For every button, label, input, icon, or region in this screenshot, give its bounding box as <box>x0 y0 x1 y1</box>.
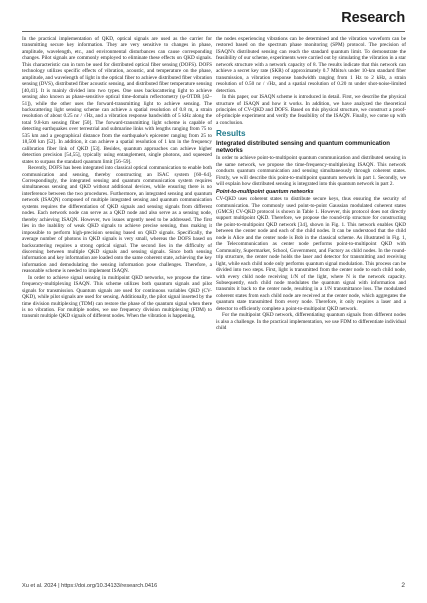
header-rule <box>22 31 405 32</box>
subsubsection-heading: Point-to-multipoint quantum networks <box>216 189 314 196</box>
paragraph: CV-QKD uses coherent states to distribute secure keys, thus ensuring the security of communication. The commonly used point-to-point Gaussian modulated coherent states (GMCS) CV-QKD protocol is shown in Table 1. However, this protocol does not directly support multipoint QKD. Therefore, we propose the round-trip structure for constructing the point-to-multipoint QKD network [34], shown in Fig. 1. This network enables QKD between the center node and each of the child nodes. It can be understood that the child node is Alice and the center node is Bob in the classical scheme. As illustrated in Fig. 1, the Telecommunication as center node performs point-to-multipoint QKD with Community, Supermarket, School, Government, and Factory as child nodes. In the round-trip structure, the center node holds the laser and detector for transmitting and receiving light, while each child node only performs quantum signal modulation. This process can be divided into two steps. First, light is transmitted from the center node to each child node, with every child node receiving 1/N of the light, where N is the network capacity. Subsequently, each child node modulates the quantum signal with information and transmits it back to the center node, resulting in a 1/N transmittance loss. The modulated coherent states from each child node are received at the center node, which aggregates the quantum state transmitted from every node. Therefore, it only requires a laser and a detector to efficiently complete a point-to-multipoint QKD network. <box>216 196 406 312</box>
footer-citation: Xu et al. 2024 | https://doi.org/10.34133/research.0416 <box>22 583 158 589</box>
section-heading: Results <box>216 128 246 138</box>
paragraph: In the practical implementation of QKD, optical signals are used as the carrier for transmitting secure key information. They are very sensitive to changes in phase, amplitude, wavelength, etc., and environmental disturbances can cause corresponding changes. Pilot signals are commonly employed to eliminate these effects on QKD signals. This characteristic can in turn be used for distributed optical fiber sensing (DOFS). DOFS technology utilizes specific effects of vibration, acoustic, and temperature on the phase, amplitude, and wavelength of light in the optical fiber to achieve distributed fiber vibration sensing (DVS), distributed fiber acoustic sensing, and distributed fiber temperature sensing [40,41]. It is mainly divided into two types. One uses backscattering light to achieve sensing also known as phase-sensitive optical time-domain reflectometry (φ-OTDR [42–51]), while the other uses the forward-transmitting light to achieve sensing. The backscattering light sensing scheme can achieve a spatial resolution of 0.8 m, a strain resolution of about 0.25 nε / √Hz, and a vibration response bandwidth of 5 kHz along the total 9.8-km sensing fiber [50]. The forward-transmitting light scheme is capable of detecting earthquakes over terrestrial and submarine links with lengths ranging from 75 to 535 km and a geographical distance from the earthquake's epicenter ranging from 25 to 18,500 km [52]. In addition, it can achieve a spatial resolution of 1 km in the frequency calibration fiber link of QKD [53]. Besides, quantum approaches can achieve higher detection precision [54,55], typically using entanglement, single photons, and squeezed states to surpass the standard quantum limit [56–59]. <box>22 36 212 165</box>
paragraph: Recently, DOFS has been integrated into classical optical communication to enable both communication and sensing, thereby constructing an ISAC system [60–64]. Correspondingly, the integrated sensing and quantum communication system requires simultaneous sensing and QKD without additional devices, while ensuring there is no interference between the two procedures. Furthermore, an integrated sensing and quantum network (ISAQN) composed of multiple integrated sensing and quantum communication systems requires the differentiation of QKD signals and sensing signals from different nodes. Each network node can serve as a QKD node and also serve as a sensing node, thereby achieving ISAQN. However, two issues urgently need to be addressed. The first lies in the inability of weak QKD signals to achieve precise sensing, thus making it impossible to perform high-precision sensing based on QKD signals. Specifically, the average number of photons in QKD signals is very small, whereas the DOFS based on backscattering requires a strong optical signal. The second lies in the difficulty of discerning between multiple QKD signals and sensing signals. Since both sensing information and key information are loaded onto the same coherent state, achieving the key information and demodulating the sensing information pose challenges. Therefore, a reasonable scheme is needed to implement ISAQN. <box>22 165 212 275</box>
left-column <box>22 36 212 320</box>
paragraph: In order to achieve point-to-multipoint quantum communication and distributed sensing in the same network, we propose the time-frequency-multiplexing ISAQN. This network conducts quantum communication and sensing simultaneously through coherent states. Firstly, we will describe this point-to-multipoint quantum network in part 1. Secondly, we will explain how distributed sensing is integrated into this quantum network in part 2. <box>216 155 406 188</box>
paragraph: the nodes experiencing vibrations can be determined and the vibration waveform can be restored based on the spectrum phase monitoring (SPM) protocol. The precision of ISAQN's distributed sensing can reach the standard quantum limit. To demonstrate the feasibility of our scheme, experiments were carried out by simulating the vibration in a star network structure with a network capacity of 8. The results indicate that this network can achieve a secret key rate (SKR) of approximately 0.7 Mbits/s under 10-km standard fiber transmission, a vibration response bandwidth ranging from 1 Hz to 2 kHz, a strain resolution of 0.50 nε / √Hz, and a spatial resolution of 0.20 m under shot-noise-limited detection. <box>216 36 406 94</box>
paragraph: In this paper, our ISAQN scheme is introduced in detail. First, we describe the physical structure of ISAQN and how it works. In addition, we have analyzed the theoretical principles of CV-QKD and DOFS. Based on this physical structure, we construct a proof-of-principle experiment and verify the feasibility of the ISAQN. Finally, we come up with a conclusion. <box>216 94 406 126</box>
right-column <box>216 36 406 332</box>
paragraph: For the multipoint QKD network, differentiating quantum signals from different nodes is also a challenge. In the practical implementation, we use FDM to differentiate individual child <box>216 312 406 332</box>
paragraph: In order to achieve signal sensing in multipoint QKD networks, we propose the time-frequency-multiplexing ISAQN. This scheme utilizes both quantum signals and pilot signals for transmission. Quantum signals are used for continuous variables QKD (CV-QKD), while pilot signals are used for sensing. Additionally, the pilot signal inserted by the time division multiplexing (TDM) can restore the phase of the quantum signal when there is no vibration. For multiple nodes, we use frequency division multiplexing (FDM) to transmit multiple QKD signals of different nodes. When the vibration is happening, <box>22 274 212 320</box>
page-number: 2 <box>401 582 405 589</box>
journal-name: Research <box>341 10 405 26</box>
subsection-heading: Integrated distributed sensing and quantum communication networks <box>216 139 391 154</box>
